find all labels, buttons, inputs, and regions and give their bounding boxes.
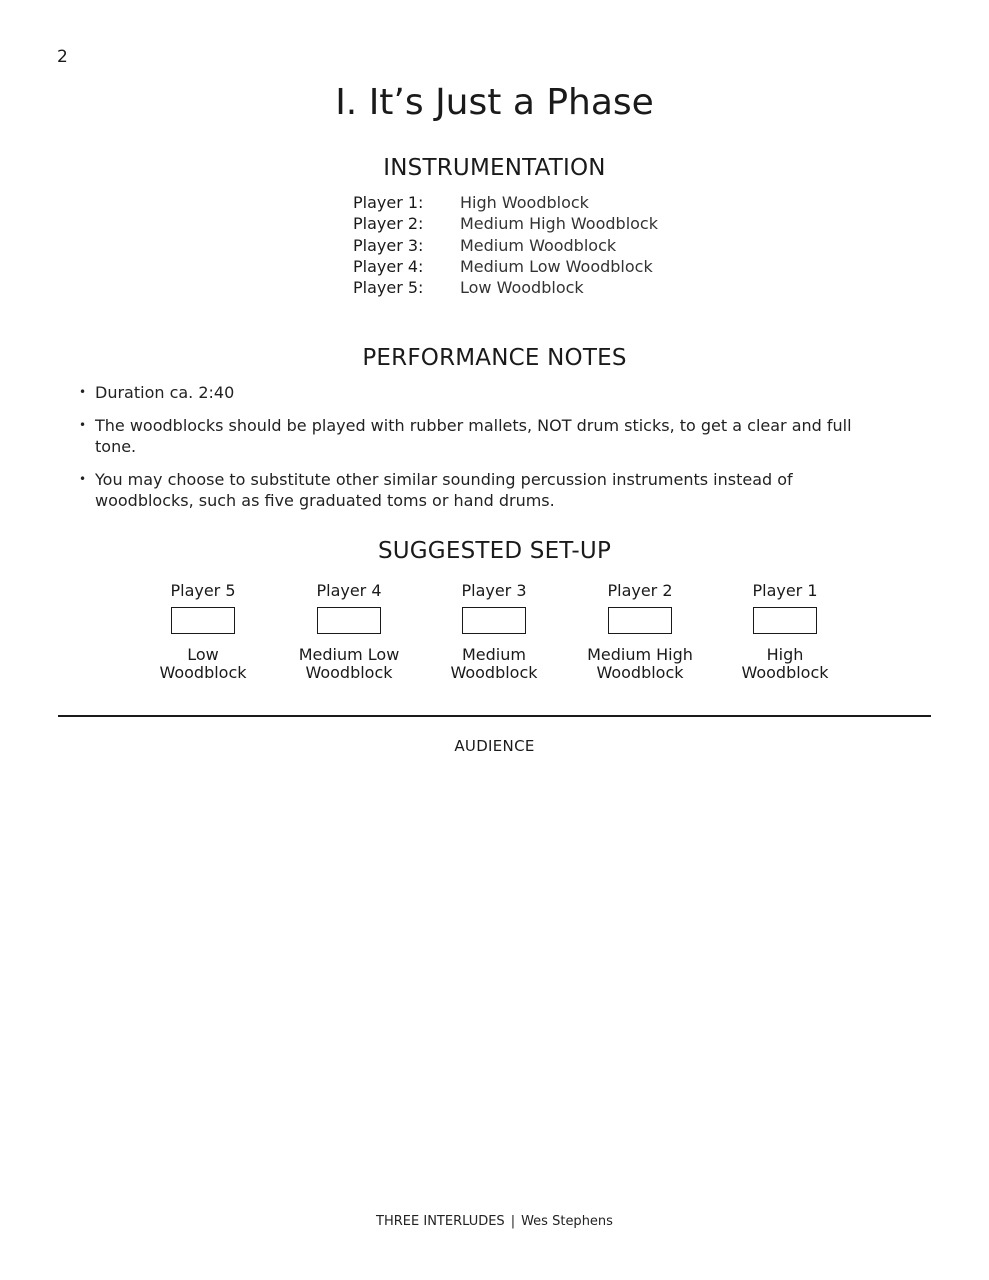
setup-player-label: Player 1: [752, 581, 818, 600]
instrument-name: Medium High Woodblock: [460, 214, 658, 234]
setup-instrument-line1: Low: [187, 645, 219, 664]
note-item: • You may choose to substitute other similar sounding percussion instruments instead of woodblocks, such as five graduated toms or hand drums.: [79, 469, 879, 512]
stage-edge-line: [58, 715, 931, 717]
instrument-name: High Woodblock: [460, 193, 589, 212]
instrumentation-list: [353, 192, 658, 298]
woodblock-position-box: [171, 607, 235, 634]
setup-instrument-line1: High: [766, 645, 804, 664]
page-title: I. It’s Just a Phase: [335, 82, 654, 123]
setup-instrument-label: [133, 646, 273, 682]
setup-instrument-label: [715, 646, 855, 682]
woodblock-position-box: [753, 607, 817, 634]
instrumentation-heading: INSTRUMENTATION: [383, 155, 606, 181]
player-label: Player 4:: [353, 256, 424, 276]
player-label: Player 1:: [353, 193, 424, 212]
setup-player-label: Player 2: [607, 581, 673, 600]
setup-instrument-label: [279, 646, 419, 682]
setup-instrument-line2: Woodblock: [450, 663, 538, 682]
setup-instrument-line2: Woodblock: [596, 663, 684, 682]
page-footer: [0, 1214, 989, 1229]
page-number: 2: [57, 47, 68, 67]
instrumentation-row: [353, 192, 658, 213]
setup-instrument-label: [570, 646, 710, 682]
instrumentation-row: [353, 235, 658, 256]
setup-instrument-line1: Medium Low: [298, 645, 400, 664]
player-label: Player 2:: [353, 214, 424, 234]
instrumentation-row: [353, 277, 658, 298]
footer-work-title: THREE INTERLUDES: [376, 1214, 505, 1229]
setup-player-label: Player 4: [316, 581, 382, 600]
setup-heading: SUGGESTED SET-UP: [377, 538, 612, 564]
setup-instrument-line2: Woodblock: [741, 663, 829, 682]
footer-separator: |: [510, 1214, 516, 1229]
note-item: • The woodblocks should be played with rubber mallets, NOT drum sticks, to get a clear and full tone.: [79, 415, 879, 458]
footer-composer: Wes Stephens: [521, 1214, 613, 1229]
performance-notes-list: [79, 382, 879, 523]
setup-instrument-line2: Woodblock: [159, 663, 247, 682]
performance-notes-heading: PERFORMANCE NOTES: [362, 345, 627, 371]
setup-instrument-label: [424, 646, 564, 682]
player-label: Player 3:: [353, 235, 424, 255]
setup-player-label: Player 5: [170, 581, 236, 600]
audience-label: AUDIENCE: [454, 737, 535, 755]
instrument-name: Low Woodblock: [460, 278, 584, 298]
woodblock-position-box: [462, 607, 526, 634]
player-label: Player 5:: [353, 278, 424, 298]
setup-player-label: Player 3: [461, 581, 527, 600]
note-item: • Duration ca. 2:40: [79, 382, 879, 404]
setup-instrument-line1: Medium: [462, 645, 526, 664]
woodblock-position-box: [317, 607, 381, 634]
instrument-name: Medium Low Woodblock: [460, 256, 653, 276]
instrumentation-row: [353, 256, 658, 277]
instrument-name: Medium Woodblock: [460, 235, 617, 255]
setup-instrument-line2: Woodblock: [305, 663, 393, 682]
woodblock-position-box: [608, 607, 672, 634]
instrumentation-row: [353, 213, 658, 234]
setup-instrument-line1: Medium High: [587, 645, 693, 664]
